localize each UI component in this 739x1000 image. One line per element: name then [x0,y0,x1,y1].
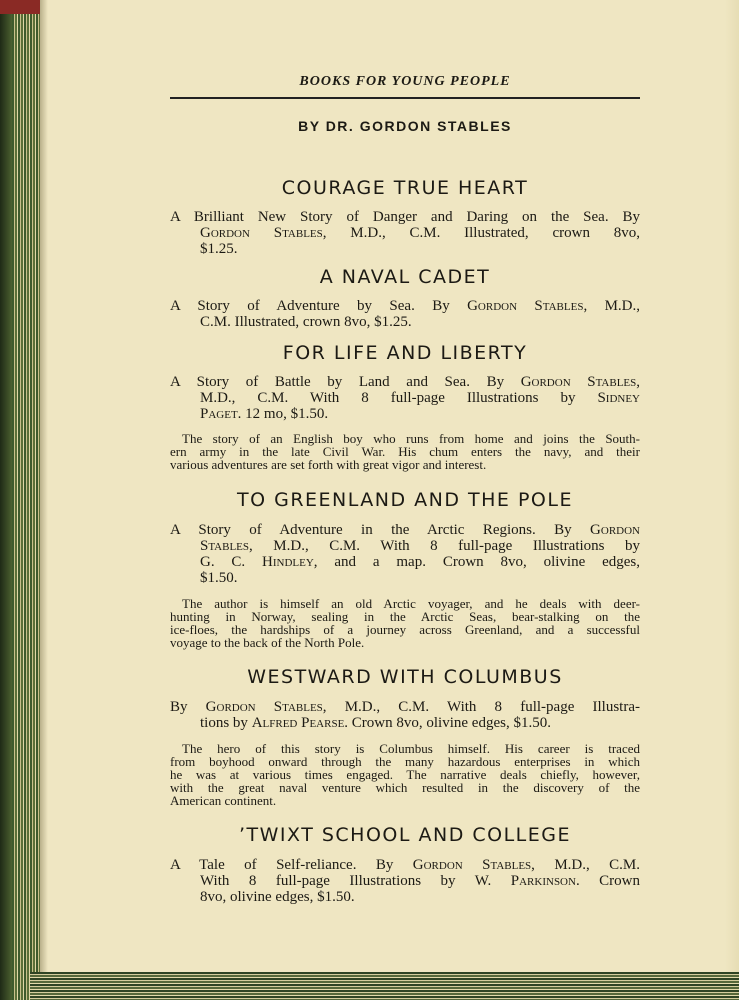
text-segment: With 8 full-page Illustrations by W. [200,873,511,889]
page-stack-bottom [30,972,739,1000]
description-line: hunting in Norway, sealing in the Arctic Seas, bear-stalking on the [170,609,640,624]
text-segment: G. C. [200,554,263,570]
description-line: ern army in the late Civil War. His chum enters the navy, and their [170,444,640,459]
details-line [170,570,640,586]
text-segment: 8vo, olivine edges, $1.50. [200,889,355,905]
name-small-caps: Gordon Stables [412,857,532,873]
text-segment: . Crown 8vo, olivine edges, $1.50. [344,715,551,731]
description-line: he was at various times engaged. The narrative deals chiefly, however, [170,767,640,782]
text-segment: , M.D., C.M. [531,857,641,873]
text-segment: $1.50. [200,570,238,586]
name-small-caps: Stables [200,538,250,554]
description-line: The author is himself an old Arctic voyager, and he deals with deer- [182,596,640,611]
book-title: ’TWIXT SCHOOL AND COLLEGE [238,824,572,846]
book-details [170,209,640,257]
name-small-caps: Sidney [597,390,640,406]
book-binding [0,0,40,1000]
description-line: The hero of this story is Columbus himself. His career is traced [182,741,640,756]
text-segment: A Tale of Self-reliance. By [170,857,413,873]
name-small-caps: Paget [200,406,238,422]
name-small-caps: Hindley [262,554,314,570]
details-line [170,241,640,257]
book-title: WESTWARD WITH COLUMBUS [247,666,563,688]
book-details [170,298,640,330]
description-line: various adventures are set forth with great vigor and interest. [170,457,487,472]
name-small-caps: Gordon Stables [467,298,584,314]
book-details [170,522,640,586]
name-small-caps: Alfred Pearse [251,715,345,731]
description-line: ice-floes, the hardships of a journey across Greenland, and a successful [170,622,640,637]
book-description [170,742,640,807]
book-details [170,699,640,731]
name-small-caps: Gordon Stables [205,699,323,715]
text-segment: , M.D., C.M. Illustrated, crown 8vo, [322,225,640,241]
text-segment: , M.D., C.M. With 8 full-page Illustrations by [249,538,640,554]
description-line: from boyhood onward through the many hazardous enterprises in which [170,754,640,769]
description-line: American continent. [170,793,277,808]
book-title: COURAGE TRUE HEART [281,177,529,199]
text-segment: tions by [200,715,252,731]
book-title: FOR LIFE AND LIBERTY [282,342,528,364]
page-gutter [40,0,48,1000]
page-edge [725,0,739,1000]
details-line [170,374,640,390]
name-small-caps: Gordon Stables [520,374,637,390]
details-line [170,209,640,225]
text-segment: , [636,374,641,390]
name-small-caps: Gordon Stables [200,225,323,241]
text-segment: . Crown [575,873,641,889]
book-details [170,374,640,422]
text-segment: , M.D., [583,298,641,314]
details-line [170,889,640,905]
text-segment: By [170,699,206,715]
details-line [170,406,640,422]
description-line: with the great naval venture which resulted in the discovery of the [170,780,640,795]
text-segment: . 12 mo, $1.50. [237,406,329,422]
description-line: The story of an English boy who runs from home and joins the South- [182,431,640,446]
details-line [170,538,640,554]
text-segment: $1.25. [200,241,238,257]
details-line [170,554,640,570]
details-line [170,225,640,241]
details-line [170,715,640,731]
book-description [170,597,640,649]
details-line [170,873,640,889]
book-details [170,857,640,905]
text-segment: , M.D., C.M. With 8 full-page Illustra- [322,699,640,715]
description-line: voyage to the back of the North Pole. [170,635,365,650]
header-rule [170,97,640,99]
text-segment: A Story of Battle by Land and Sea. By [170,374,521,390]
name-small-caps: Parkinson [510,873,576,889]
details-line [170,522,640,538]
details-line [170,298,640,314]
details-line [170,314,640,330]
details-line [170,390,640,406]
text-segment: A Story of Adventure by Sea. By [170,298,468,314]
text-segment: A Story of Adventure in the Arctic Regions. By [170,522,591,538]
text-segment: , and a map. Crown 8vo, olivine edges, [313,554,640,570]
text-segment: M.D., C.M. With 8 full-page Illustrations by [200,390,598,406]
author-heading: BY DR. GORDON STABLES [298,118,512,134]
text-segment: C.M. Illustrated, crown 8vo, $1.25. [200,314,412,330]
book-title: TO GREENLAND AND THE POLE [237,489,573,511]
details-line [170,857,640,873]
text-segment: A Brilliant New Story of Danger and Daring on the Sea. By [170,209,640,225]
book-title: A NAVAL CADET [319,266,491,288]
running-head: BOOKS FOR YOUNG PEOPLE [299,74,511,89]
name-small-caps: Gordon [590,522,640,538]
book-description [170,432,640,471]
details-line [170,699,640,715]
